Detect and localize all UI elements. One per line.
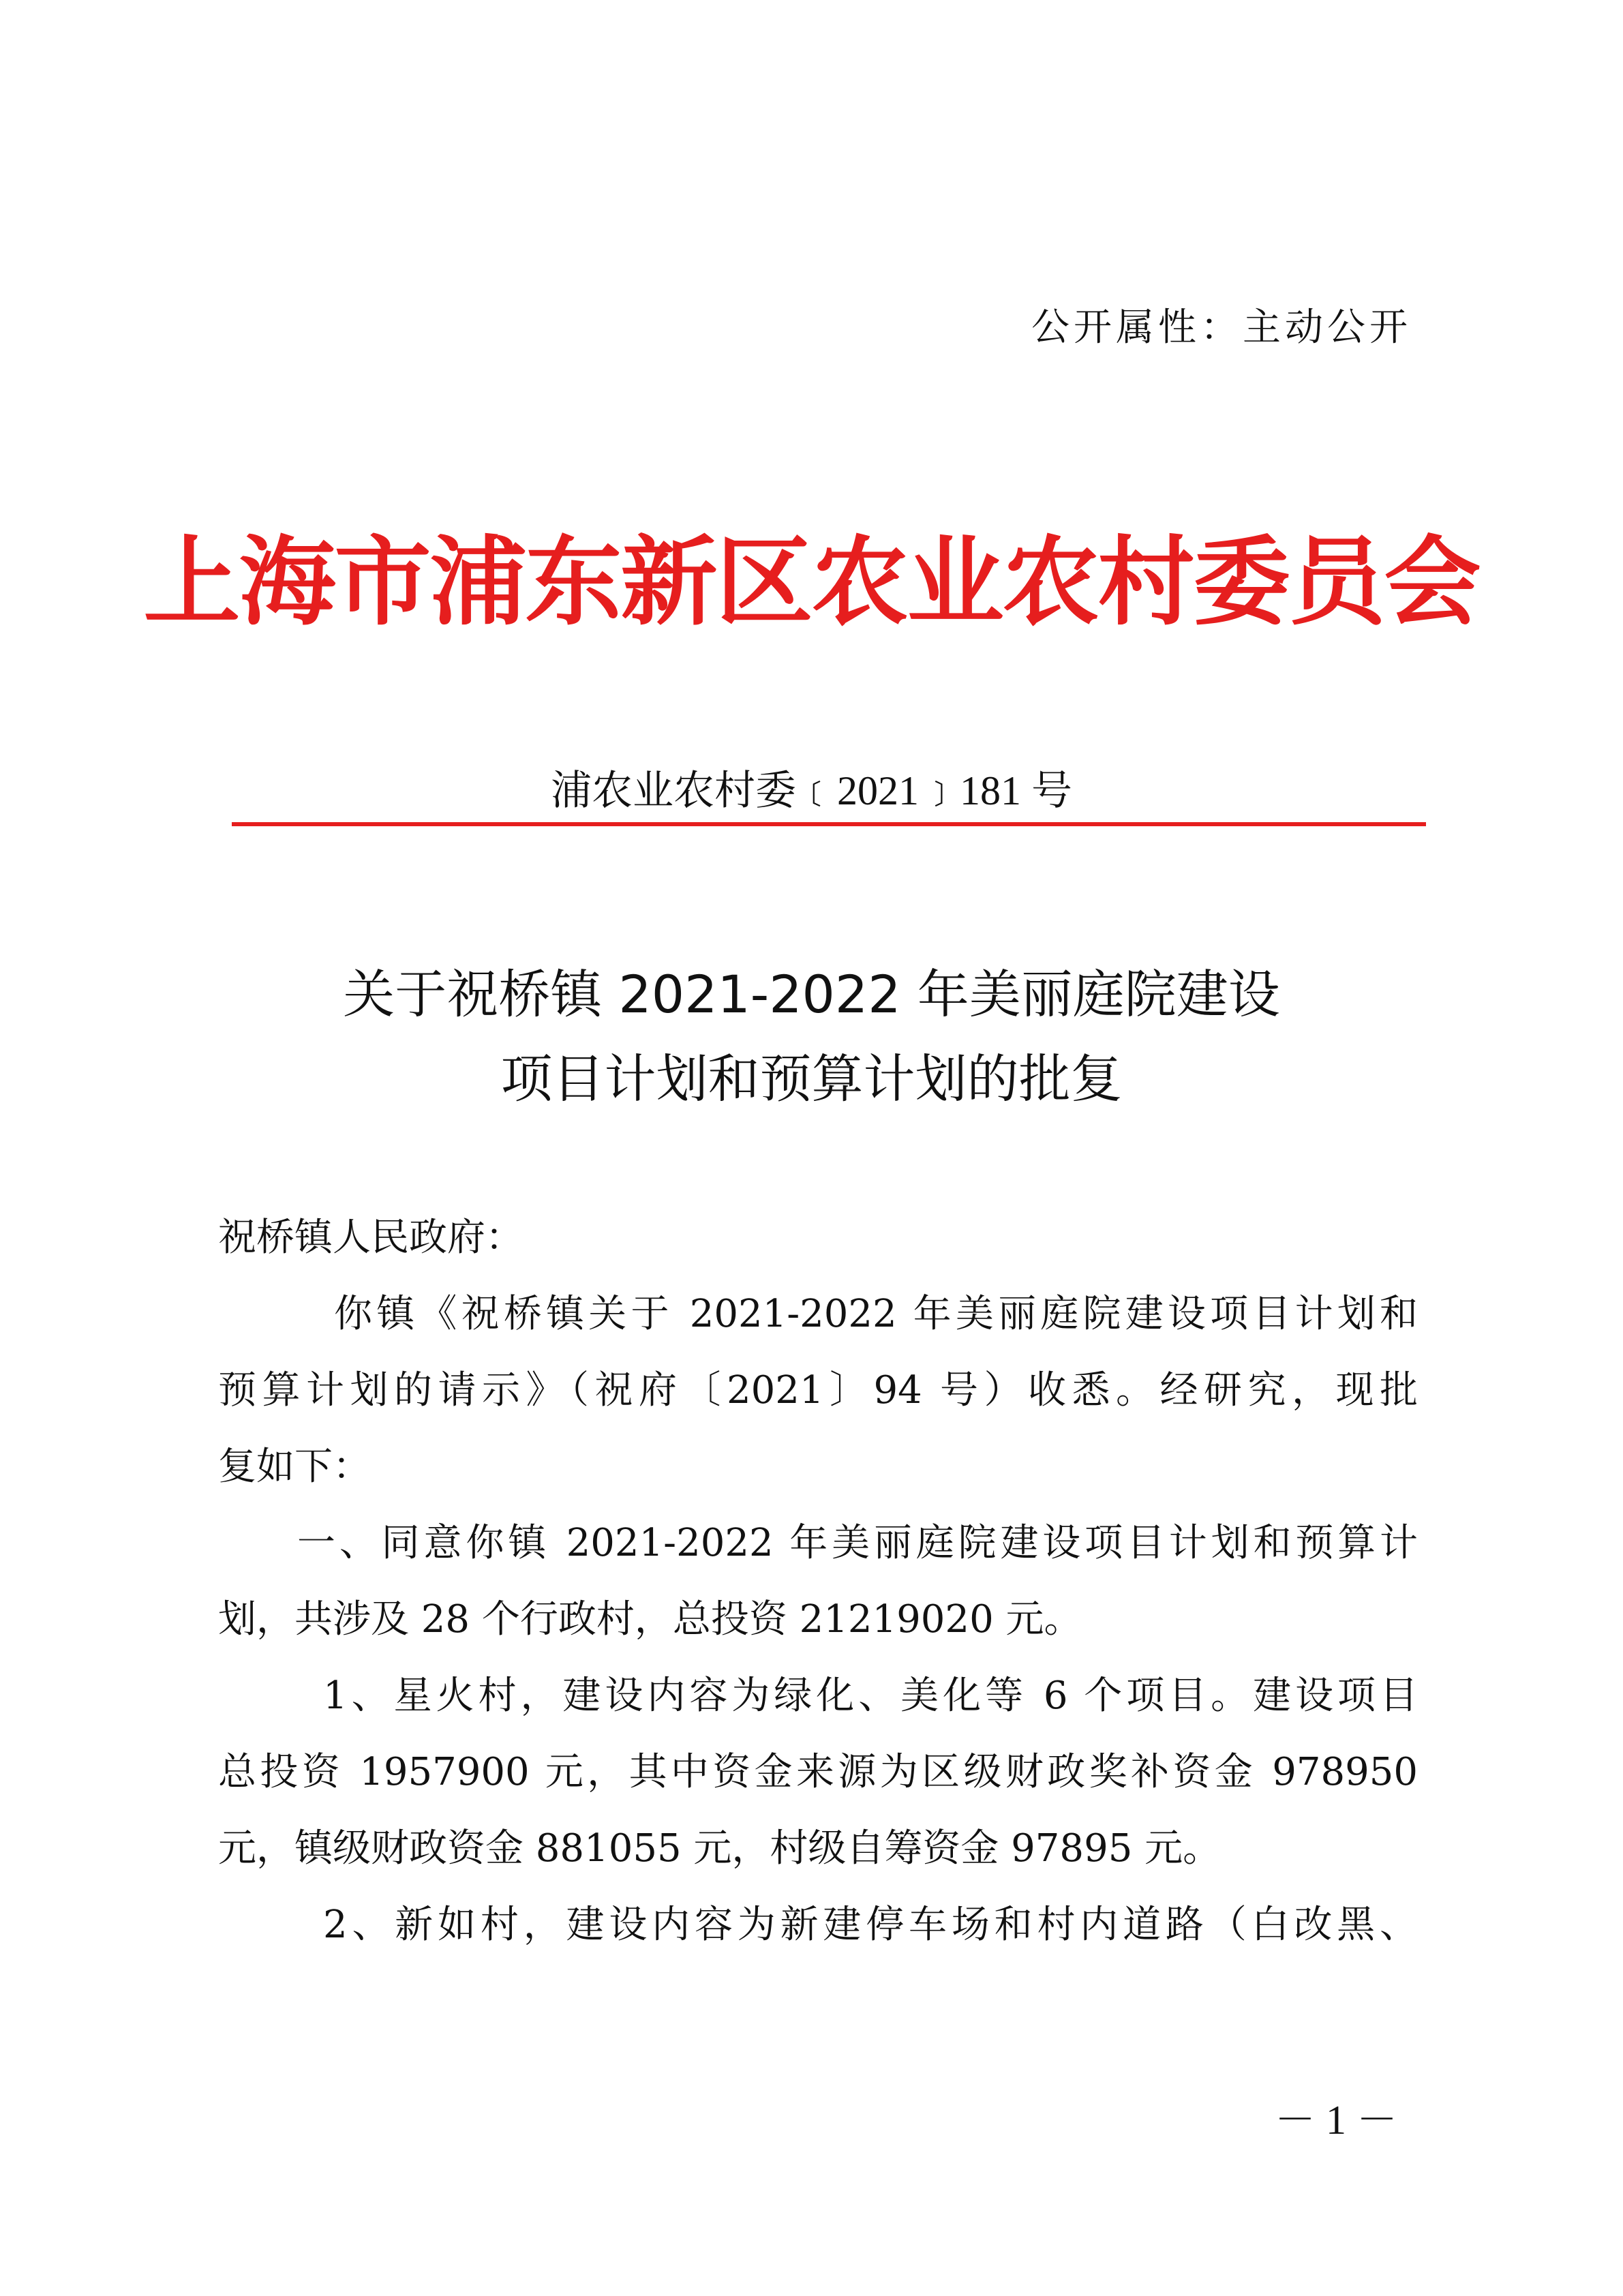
body-line: 复如下：: [218, 1445, 371, 1489]
body-line: 元，镇级财政资金 881055 元，村级自筹资金 97895 元。: [218, 1826, 1222, 1871]
body-line: 一、同意你镇 2021-2022 年美丽庭院建设项目计划和预算计: [297, 1521, 1418, 1565]
body-line: 你镇《祝桥镇关于 2021-2022 年美丽庭院建设项目计划和: [334, 1292, 1418, 1336]
body-line: 2、新如村，建设内容为新建停车场和村内道路（白改黑、: [323, 1903, 1418, 1947]
red-divider: [232, 822, 1426, 826]
body-line: 1、星火村，建设内容为绿化、美化等 6 个项目。建设项目: [323, 1674, 1418, 1718]
document-title-line-1: 关于祝桥镇 2021-2022 年美丽庭院建设: [343, 964, 1280, 1025]
body-line: 划，共涉及 28 个行政村，总投资 21219020 元。: [218, 1597, 1082, 1642]
body-line: 总投资 1957900 元，其中资金来源为区级财政奖补资金 978950: [218, 1750, 1418, 1794]
document-number: 浦农业农村委﹝2021﹞181 号: [551, 768, 1072, 813]
disclosure-attribute: 公开属性：主动公开: [1031, 305, 1412, 350]
document-title-line-2: 项目计划和预算计划的批复: [500, 1048, 1123, 1109]
body-line: 预算计划的请示》（祝府〔2021〕94 号）收悉。经研究，现批: [218, 1368, 1418, 1413]
issuing-organization: 上海市浦东新区农业农村委员会: [143, 526, 1480, 639]
salutation: 祝桥镇人民政府：: [218, 1215, 524, 1260]
page-number: － 1 －: [1275, 2098, 1397, 2143]
